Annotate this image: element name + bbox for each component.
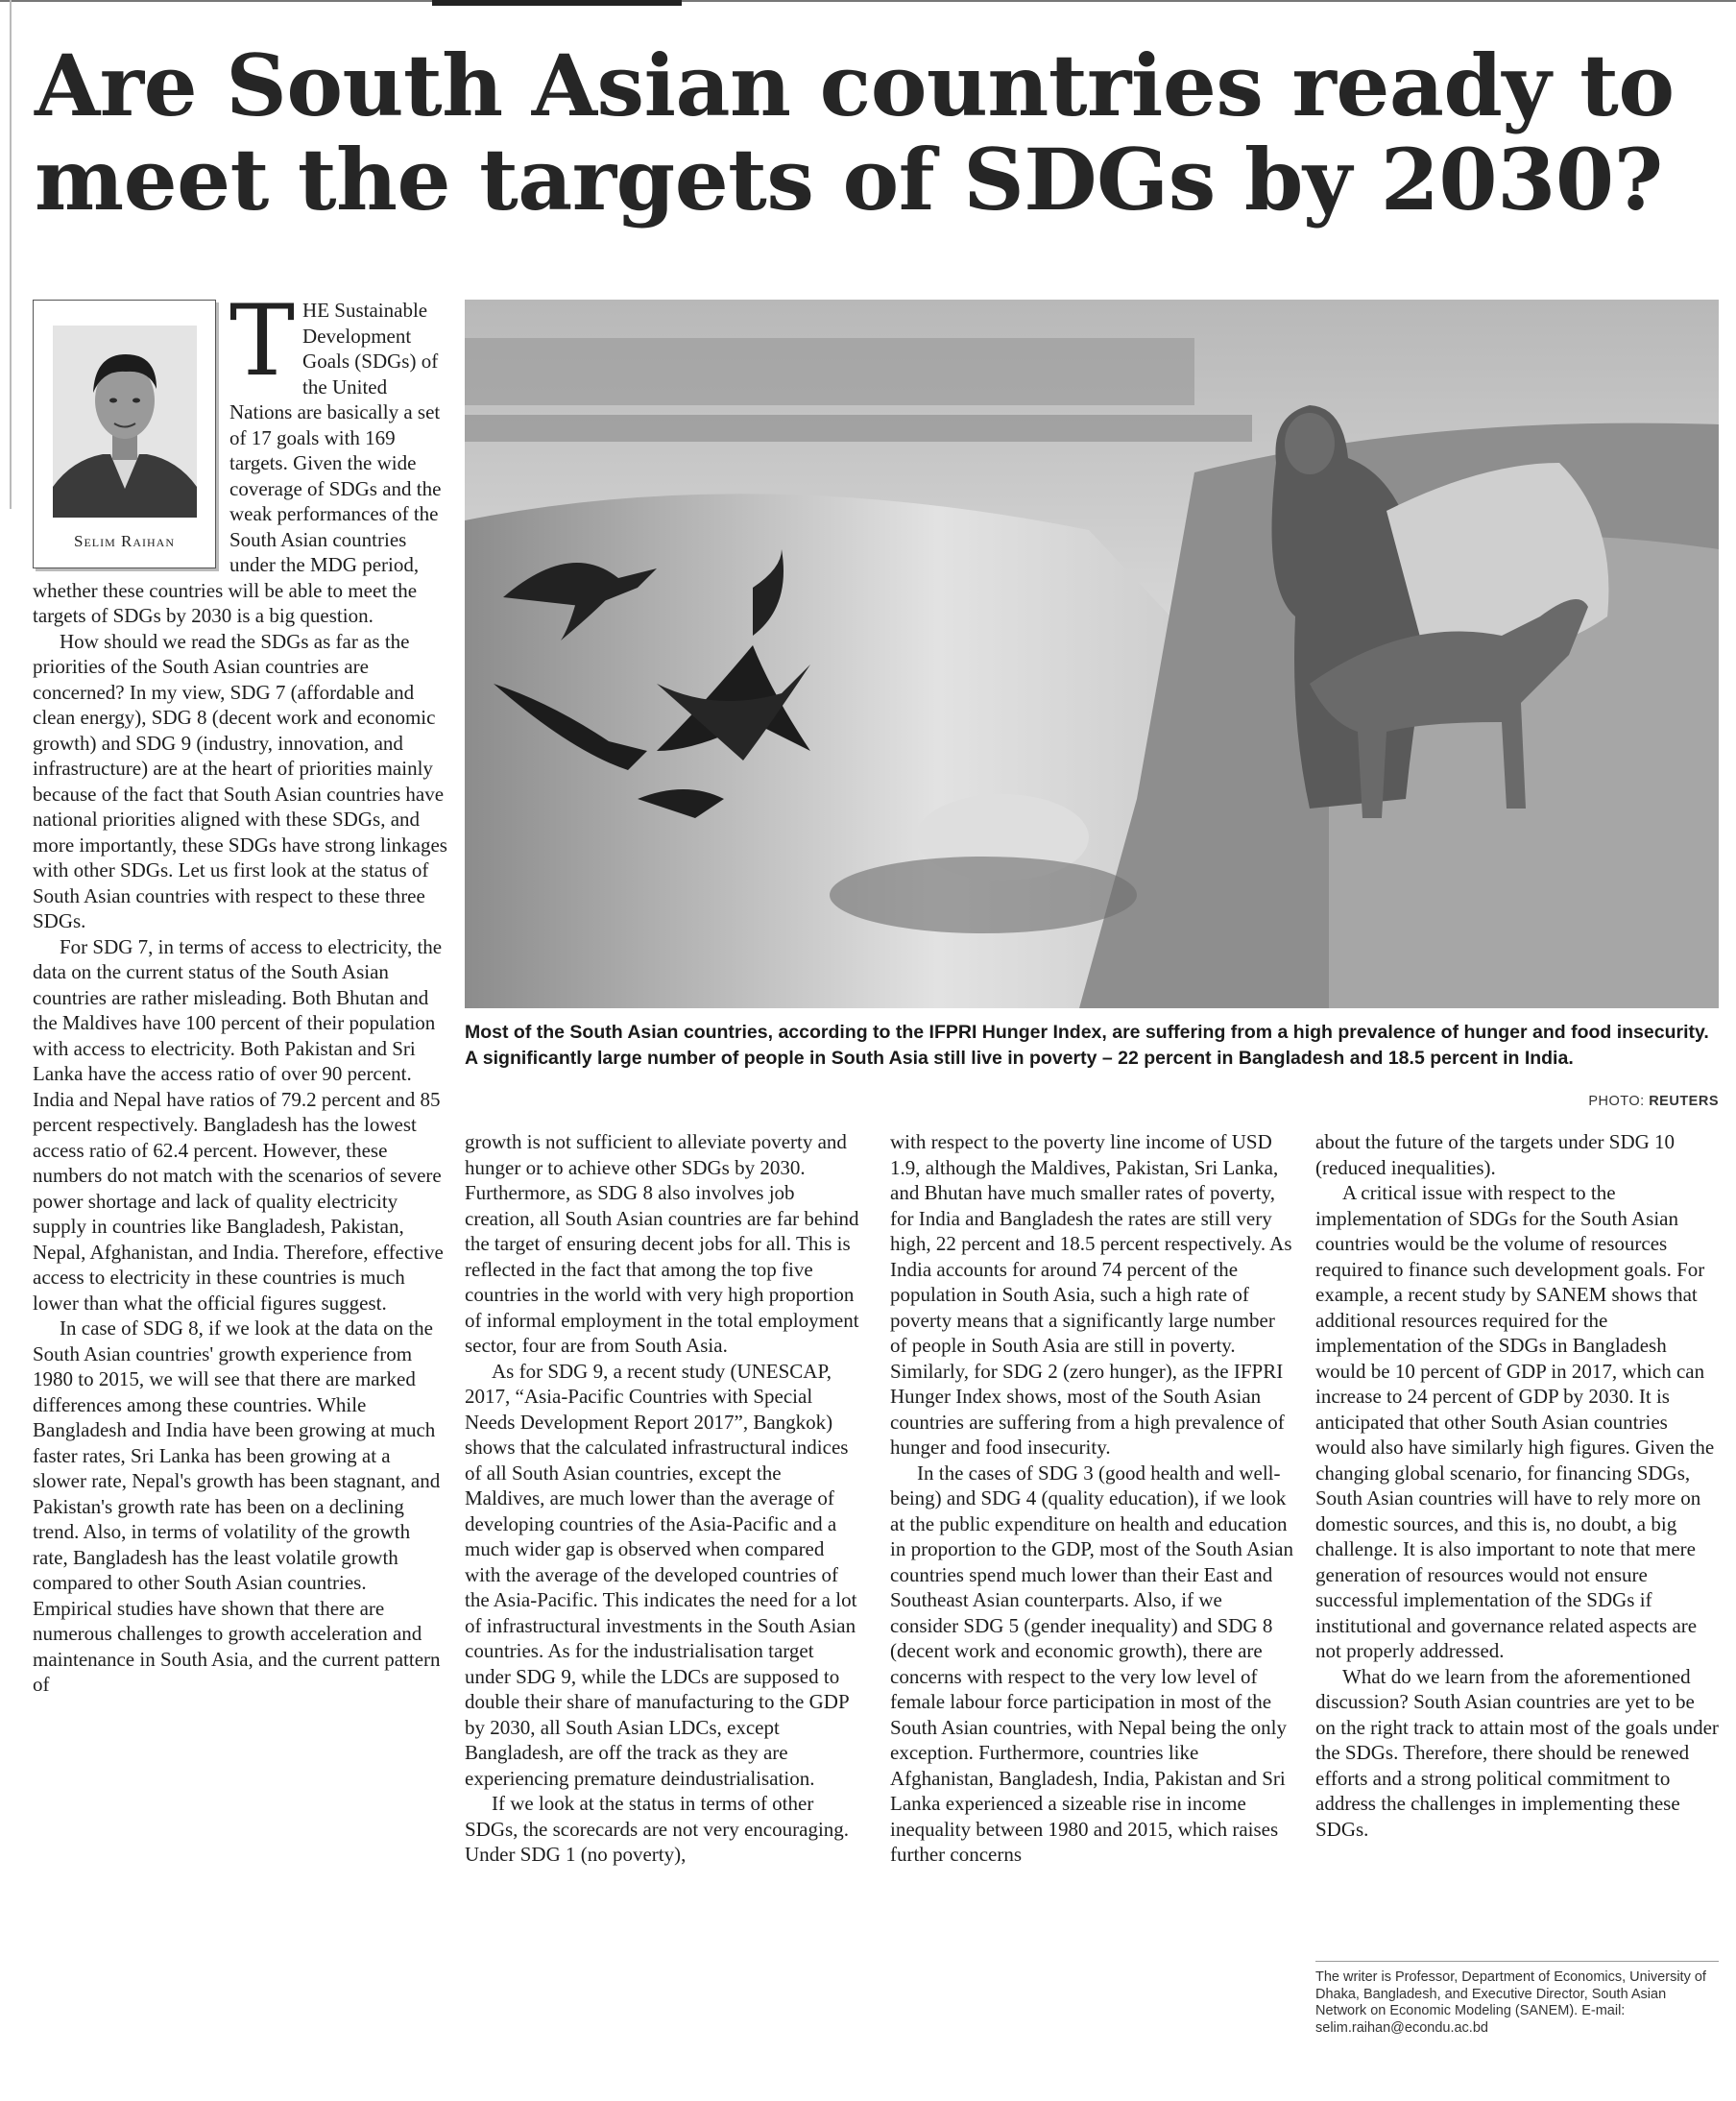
article-column-1 (33, 284, 447, 1698)
paragraph: In case of SDG 8, if we look at the data on the South Asian countries' growth experience from 1980 to 2015, we will see that there are marked differences among these countries. While Bangladesh and India have been growing at much faster rates, Sri Lanka has been growing at a slower rate, Nepal's growth has been stagnant, and Pakistan's growth rate has been on a declining trend. Also, in terms of volatility of the growth rate, Bangladesh has the least volatile growth compared to other South Asian countries. Empirical studies have shown that there are numerous challenges to growth acceleration and maintenance in South Asia, and the current pattern of (33, 1316, 441, 1696)
paragraph: As for SDG 9, a recent study (UNESCAP, 2017, “Asia-Pacific Countries with Special Needs Development Report 2017”, Bangkok) shows that the calculated infrastructural indices of all South Asian countries, except the Maldives, are much lower than the average of developing countries of the Asia-Pacific and a much wider gap is observed when compared with the average of the developed countries of the Asia-Pacific. This indicates the need for a lot of infrastructural investments in the South Asian countries. As for the industrialisation target under SDG 9, while the LDCs are supposed to double their share of manufacturing to the GDP by 2030, all South Asian LDCs, except Bangladesh, are off the track as they are experiencing premature deindustrialisation. (465, 1359, 857, 1790)
left-margin-rule (10, 0, 12, 509)
paragraph: What do we learn from the aforementioned discussion? South Asian countries are yet to be on the right track to attain most of the goals under the SDGs. Therefore, there should be renewed efforts and a strong political commitment to address the challenges in implementing these SDGs. (1315, 1664, 1719, 1841)
article-column-2 (465, 1129, 864, 1868)
article-column-4 (1315, 1129, 1719, 1842)
page-rule (0, 0, 1736, 2)
author-box (33, 300, 216, 568)
top-rule (0, 0, 1736, 6)
paragraph: How should we read the SDGs as far as the priorities of the South Asian countries are concerned? In my view, SDG 7 (affordable and clean energy), SDG 8 (decent work and economic growth) and SDG 9 (industry, innovation, and infrastructure) are at the heart of priorities mainly because of the fact that South Asian countries have national priorities aligned with these SDGs, and more importantly, these SDGs have strong linkages with other SDGs. Let us first look at the status of South Asian countries with respect to these three SDGs. (33, 629, 447, 932)
paragraph: with respect to the poverty line income of USD 1.9, although the Maldives, Pakistan, Sri Lanka, and Bhutan have much smaller rates of poverty, for India and Bangladesh the rates are still very high, 22 percent and 18.5 percent respectively. As India accounts for around 74 percent of the population in South Asia, such a high rate of poverty means that a significantly large number of people in South Asia are still in poverty. Similarly, for SDG 2 (zero hunger), as the IFPRI Hunger Index shows, most of the South Asian countries are suffering from a high prevalence of hunger and food insecurity. (890, 1130, 1292, 1459)
news-photo (465, 300, 1719, 1008)
author-name: Selim Raihan (73, 532, 176, 550)
section-tab-bar (432, 0, 682, 6)
headline: Are South Asian countries ready to meet the targets of SDGs by 2030? (35, 36, 1675, 229)
paragraph: In the cases of SDG 3 (good health and well-being) and SDG 4 (quality education), if we look at the public expenditure on health and education in proportion to the GDP, most of the South Asian countries spend much lower than their East and Southeast Asian counterparts. Also, if we consider SDG 5 (gender inequality) and SDG 8 (decent work and economic growth), there are concerns with respect to the very low level of female labour force participation in most of the South Asian countries, with Nepal being the only exception. Furthermore, countries like Afghanistan, Bangladesh, India, Pakistan and Sri Lanka experienced a sizeable rise in income inequality between 1980 and 2015, which raises further concerns (890, 1461, 1293, 1866)
paragraph: about the future of the targets under SDG 10 (reduced inequalities). (1315, 1130, 1676, 1179)
photo-credit (1248, 1094, 1719, 1109)
paragraph: A critical issue with respect to the implementation of SDGs for the South Asian countries would be the volume of resources required to finance such development goals. For example, a recent study by SANEM shows that additional resources required for the implementation of the SDGs in Bangladesh would be 10 percent of GDP in 2017, which can increase to 24 percent of GDP by 2030. It is anticipated that other South Asian countries would also have similarly high figures. Given the changing global scenario, for financing SDGs, South Asian countries will have to rely more on domestic sources, and this is, no doubt, a big challenge. It is also important to note that mere generation of resources would not ensure successful implementation of the SDGs if institutional and governance related aspects are not properly addressed. (1315, 1181, 1715, 1662)
bio-divider (1315, 1961, 1719, 1962)
paragraph: HE Sustainable Development Goals (SDGs) of the United Nations are basically a set of 17 goals with 169 targets. Given the wide coverage of SDGs and the weak performances of the South Asian countries under the MDG period, whether these countries will be able to meet the targets of SDGs by 2030 is a big question. (33, 299, 442, 627)
article-column-3 (890, 1129, 1294, 1868)
drop-cap: T (229, 284, 296, 398)
author-bio: The writer is Professor, Department of Economics, University of Dhaka, Bangladesh, and Executive Director, South Asian Network on Economic Modeling (SANEM). E-mail: selim.raihan@econdu.ac.bd (1315, 1969, 1706, 2036)
paragraph: If we look at the status in terms of other SDGs, the scorecards are not very encouraging. Under SDG 1 (no poverty), (465, 1792, 850, 1866)
crows-dog-woman-photo (465, 300, 1719, 1008)
author-portrait-image (53, 326, 197, 518)
photo-credit-source: REUTERS (1649, 1094, 1719, 1109)
photo-credit-label: PHOTO: (1588, 1094, 1645, 1109)
photo-caption: Most of the South Asian countries, according to the IFPRI Hunger Index, are suffering from a high prevalence of hunger and food insecurity. A significantly large number of people in South Asia still live in poverty – 22 percent in Bangladesh and 18.5 percent in India. (465, 1022, 1709, 1069)
paragraph: For SDG 7, in terms of access to electricity, the data on the current status of the South Asian countries are rather misleading. Both Bhutan and the Maldives have 100 percent of their population with access to electricity. Both Pakistan and Sri Lanka have the access ratio of over 90 percent. India and Nepal have ratios of 79.2 percent and 85 percent respectively. Bangladesh has the lowest access ratio of 62.4 percent. However, these numbers do not match with the scenarios of severe power shortage and lack of quality electricity supply in countries like Bangladesh, Pakistan, Nepal, Afghanistan, and India. Therefore, effective access to electricity in these countries is much lower than what the official figures suggest. (33, 934, 444, 1315)
author-photo (53, 326, 197, 518)
paragraph: growth is not sufficient to alleviate poverty and hunger or to achieve other SDGs by 2030. Furthermore, as SDG 8 also involves job creation, all South Asian countries are far behind the target of ensuring decent jobs for all. This is reflected in the fact that among the top five countries in the world with very high proportion of informal employment in the total employment sector, four are from South Asia. (465, 1130, 859, 1357)
